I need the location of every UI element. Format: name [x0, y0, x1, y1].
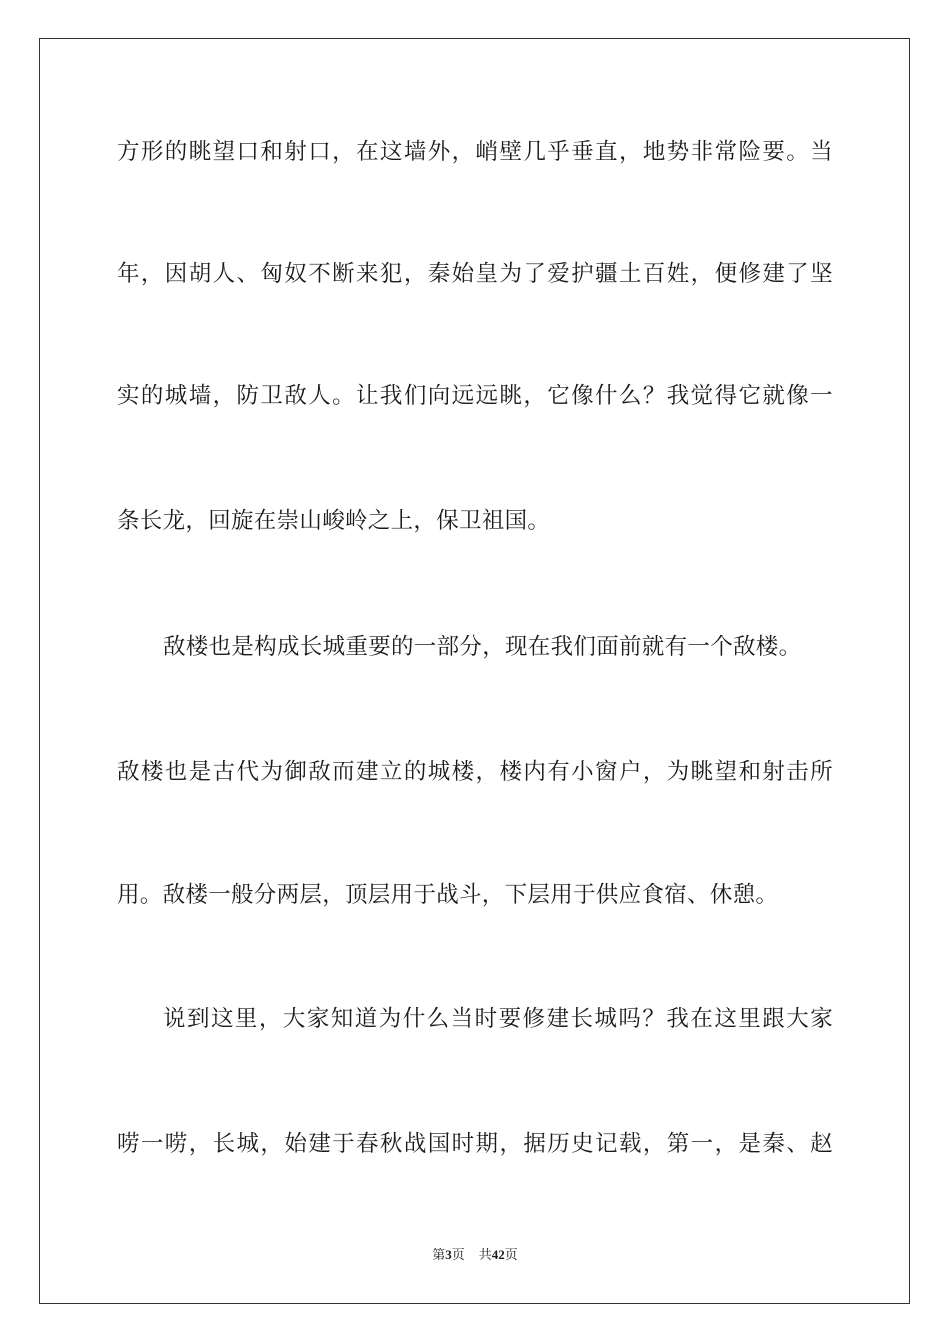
body-line-3: 实的城墙，防卫敌人。让我们向远远眺，它像什么？我觉得它就像一 [117, 383, 833, 409]
body-line-8-paragraph-start: 说到这里，大家知道为什么当时要修建长城吗？我在这里跟大家 [163, 1006, 833, 1032]
body-line-2: 年，因胡人、匈奴不断来犯，秦始皇为了爱护疆土百姓，便修建了坚 [117, 261, 833, 287]
page-footer [0, 1246, 950, 1265]
body-line-9: 唠一唠，长城，始建于春秋战国时期，据历史记载，第一，是秦、赵 [117, 1131, 833, 1157]
footer-page-prefix: 第 [432, 1248, 446, 1263]
footer-total-prefix: 共 [478, 1248, 492, 1263]
page-border [39, 38, 910, 1304]
footer-total-suffix: 页 [504, 1248, 518, 1263]
body-line-4: 条长龙，回旋在崇山峻岭之上，保卫祖国。 [117, 508, 551, 534]
footer-current-page: 3 [445, 1247, 452, 1262]
body-line-6: 敌楼也是古代为御敌而建立的城楼，楼内有小窗户，为眺望和射击所 [117, 759, 833, 785]
body-line-7: 用。敌楼一般分两层，顶层用于战斗，下层用于供应食宿、休憩。 [117, 882, 779, 908]
footer-total-pages: 42 [491, 1247, 505, 1262]
body-line-1: 方形的眺望口和射口，在这墙外，峭壁几乎垂直，地势非常险要。当 [117, 139, 833, 165]
body-line-5-paragraph-start: 敌楼也是构成长城重要的一部分，现在我们面前就有一个敌楼。 [163, 634, 802, 660]
footer-page-suffix: 页 [451, 1248, 465, 1263]
